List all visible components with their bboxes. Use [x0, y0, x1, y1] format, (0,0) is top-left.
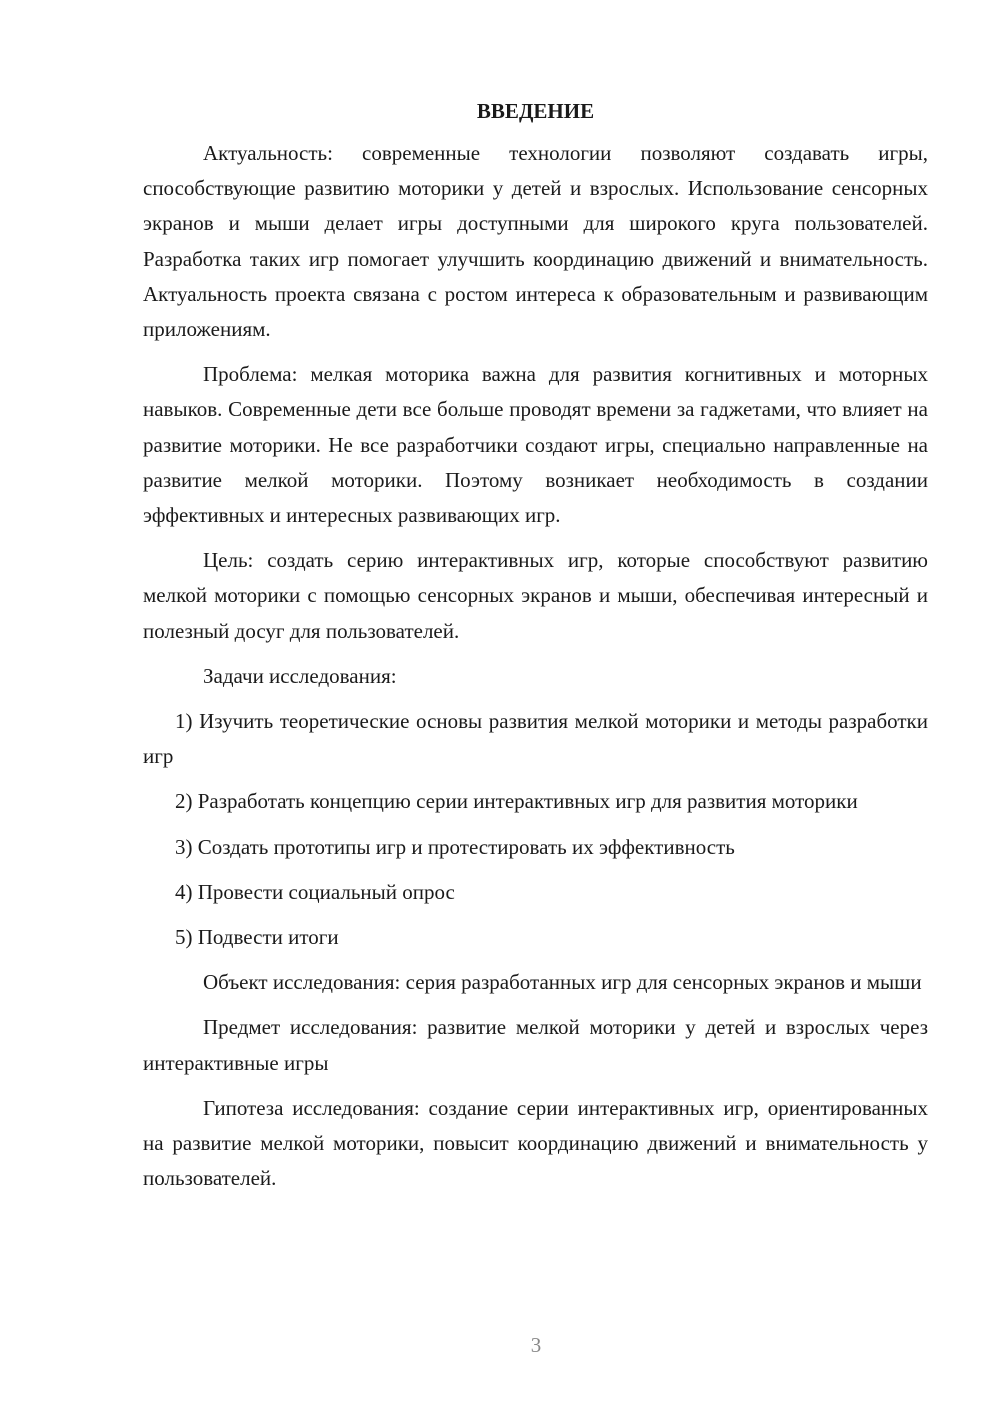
- object-paragraph: Объект исследования: серия разработанных игр для сенсорных экранов и мыши: [203, 970, 922, 995]
- tasks-heading: Задачи исследования:: [203, 663, 397, 688]
- page-number: 3: [530, 1333, 542, 1357]
- relevance-paragraph: Актуальность: современные технологии позволяют создавать игры, способствующие развитию моторики у детей и взрослых. Использование сенсорных экранов и мыши делает игры доступными для широкого круга пользователей. Разработка таких игр помогает улучшить координацию движений и внимательность. Актуальность проекта связана с ростом интереса к образовательным и развивающим приложениям.: [143, 141, 928, 342]
- task-item: 4) Провести социальный опрос: [175, 879, 455, 904]
- subject-paragraph: Предмет исследования: развитие мелкой моторики у детей и взрослых через интерактивные игры: [143, 1015, 928, 1075]
- problem-paragraph: Проблема: мелкая моторика важна для развития когнитивных и моторных навыков. Современные дети все больше проводят времени за гаджетами, что влияет на развитие моторики. Не все разработчики создают игры, специально направленные на развитие мелкой моторики. Поэтому возникает необходимость в создании эффективных и интересных развивающих игр.: [143, 362, 928, 528]
- page-content: [143, 96, 928, 1206]
- task-item: 3) Создать прототипы игр и протестировать их эффективность: [175, 834, 735, 859]
- goal-paragraph: Цель: создать серию интерактивных игр, которые способствуют развитию мелкой моторики с помощью сенсорных экранов и мыши, обеспечивая интересный и полезный досуг для пользователей.: [143, 548, 928, 643]
- hypothesis-paragraph: Гипотеза исследования: создание серии интерактивных игр, ориентированных на развитие мелкой моторики, повысит координацию движений и внимательность у пользователей.: [143, 1095, 928, 1191]
- task-item: 5) Подвести итоги: [175, 925, 339, 950]
- task-item: 1) Изучить теоретические основы развития мелкой моторики и методы разработки игр: [143, 709, 928, 769]
- task-item: 2) Разработать концепцию серии интерактивных игр для развития моторики: [175, 789, 858, 814]
- section-title: ВВЕДЕНИЕ: [476, 99, 595, 123]
